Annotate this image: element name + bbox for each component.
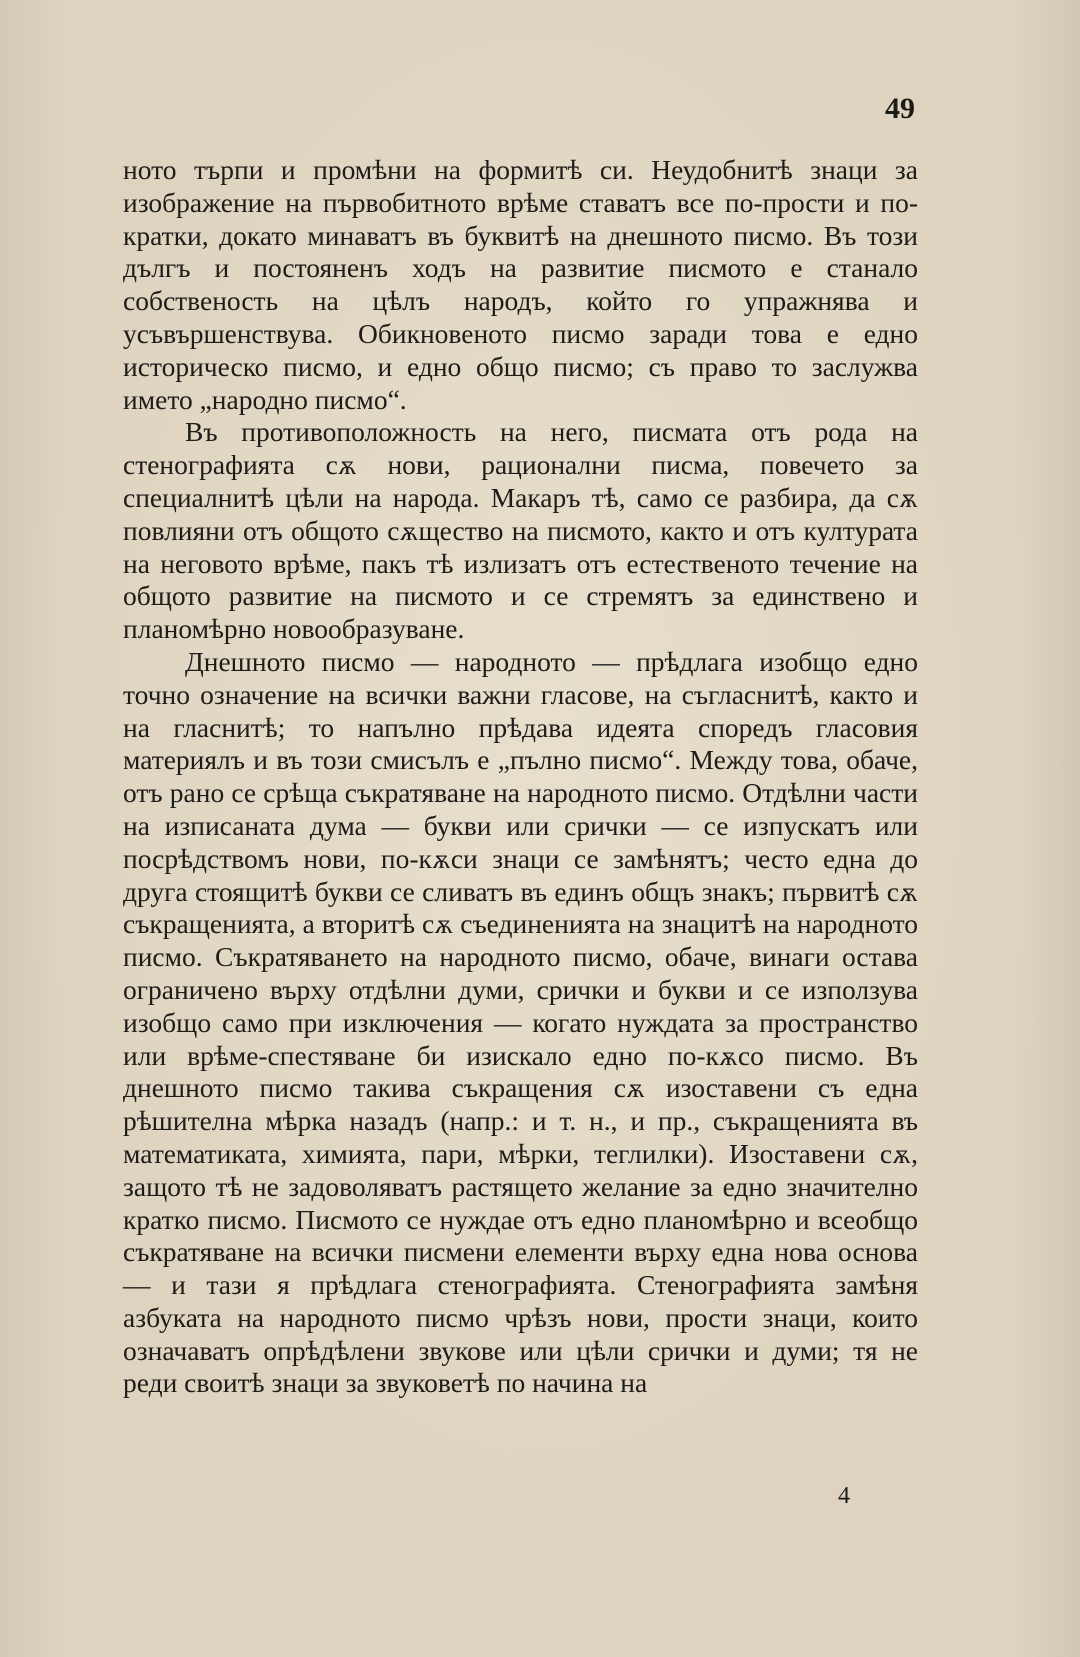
paragraph-stenography-contrast: Въ противоположность на него, писмата отъ рода на стенографията сѫ нови, рационални писма, повечето за специалнитѣ цѣли на народа. Макаръ тѣ, само се разбира, да сѫ повлияни отъ общото сѫщество на писмото, както и отъ културата на неговото врѣме, пакъ тѣ излизатъ отъ естественото течение на общото развитие на писмото и се стремятъ за единствено и планомѣрно новообразуване.	[123, 416, 918, 645]
body-text	[123, 154, 918, 1400]
printer-signature-mark: 4	[838, 1483, 850, 1509]
paragraph-abbreviation: Днешното писмо — народното — прѣдлага изобщо едно точно означение на всички важни гласове, на съгласнитѣ, както и на гласнитѣ; то напълно прѣдава идеята споредъ гласовия материялъ и въ този смисълъ е „пълно писмо“. Между това, обаче, отъ рано се срѣща съкратяване на народното писмо. Отдѣлни части на изписаната дума — букви или срички — се изпускатъ или посрѣдствомъ нови, по-кѫси знаци се замѣнятъ; често една до друга стоящитѣ букви се сливатъ въ единъ общъ знакъ; първитѣ сѫ съкращенията, а вторитѣ сѫ съединенията на знацитѣ на народното писмо. Съкратяването на народното писмо, обаче, винаги остава ограничено върху отдѣлни думи, срички и букви и се използува изобщо само при изключения — когато нуждата за пространство или врѣме-спестяване би изискало едно по-кѫсо писмо. Въ днешното писмо такива съкращения сѫ изоставени съ една рѣшителна мѣрка назадъ (напр.: и т. н., и пр., съкращенията въ математиката, химията, пари, мѣрки, теглилки). Изоставени сѫ, защото тѣ не задоволяватъ растящето желание за едно значително кратко писмо. Писмото се нуждае отъ едно планомѣрно и всеобщо съкратяване на всички писмени елементи върху една нова основа — и тази я прѣдлага стенографията. Стенографията замѣня азбуката на народното писмо чрѣзъ нови, прости знаци, които означаватъ опрѣдѣлени звукове или цѣли срички и думи; тя не реди своитѣ знаци за звуковетѣ по начина на	[123, 645, 918, 1399]
paragraph-continued: ното търпи и промѣни на формитѣ си. Неудобнитѣ знаци за изображение на първобитното врѣме ставатъ все по-прости и по-кратки, докато минаватъ въ буквитѣ на днешното писмо. Въ този дългъ и постояненъ ходъ на развитие писмото е станало собственость на цѣлъ народъ, който го упражнява и усъвършенствува. Обикновеното писмо заради това е едно историческо писмо, и едно общо писмо; съ право то заслужва името „народно писмо“.	[123, 154, 918, 415]
page-number: 49	[885, 92, 915, 125]
